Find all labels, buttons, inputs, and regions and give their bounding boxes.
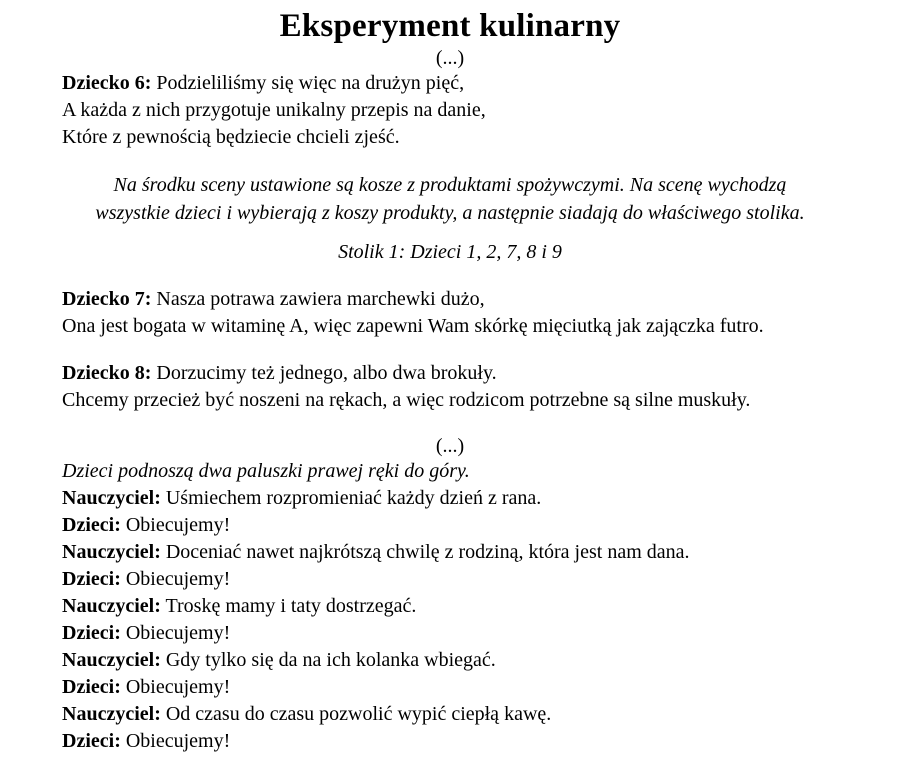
dialogue-line — [62, 70, 838, 97]
dialogue-line — [62, 566, 838, 593]
dialogue-line — [62, 539, 838, 566]
speech-text: Obiecujemy! — [120, 622, 231, 644]
speaker-label: Nauczyciel: — [62, 649, 161, 671]
child8-block — [62, 360, 838, 414]
dialogue-line — [62, 701, 838, 728]
speaker-label: Dziecko 7: — [62, 288, 152, 310]
speech-text: Obiecujemy! — [120, 568, 231, 590]
dialogue-line — [62, 124, 838, 151]
dialogue-line — [62, 512, 838, 539]
dialogue-line — [62, 485, 838, 512]
speaker-label: Nauczyciel: — [62, 541, 161, 563]
speaker-label: Dzieci: — [62, 730, 121, 752]
dialogue-line — [62, 97, 838, 124]
speaker-label: Dzieci: — [62, 676, 121, 698]
spacer — [62, 414, 838, 434]
speech-text: Które z pewnością będziecie chcieli zjeść. — [62, 126, 400, 148]
table-assignment-label: Stolik 1: Dzieci 1, 2, 7, 8 i 9 — [338, 241, 562, 263]
ellipsis-marker-top: (...) — [435, 47, 465, 69]
dialogue-line — [62, 674, 838, 701]
speech-text: Chcemy przecież być noszeni na rękach, a więc rodzicom potrzebne są silne muskuły. — [62, 389, 751, 411]
page-title: Eksperyment kulinarny — [279, 8, 621, 44]
speaker-label: Nauczyciel: — [62, 703, 161, 725]
speech-text: Uśmiechem rozpromieniać każdy dzień z rana. — [160, 487, 542, 509]
spacer — [62, 151, 838, 171]
spacer — [62, 340, 838, 360]
document-page — [0, 6, 900, 760]
dialogue-line — [62, 360, 838, 387]
speech-text: Nasza potrawa zawiera marchewki dużo, — [151, 288, 485, 310]
speech-text: Obiecujemy! — [120, 730, 231, 752]
speech-text: Obiecujemy! — [120, 514, 231, 536]
speech-text: A każda z nich przygotuje unikalny przepis na danie, — [62, 99, 486, 121]
stage-direction-fingers: Dzieci podnoszą dwa paluszki prawej ręki do góry. — [62, 460, 470, 482]
spacer — [62, 227, 838, 238]
speech-text: Doceniać nawet najkrótszą chwilę z rodziną, która jest nam dana. — [160, 541, 690, 563]
child7-block — [62, 286, 838, 340]
promise-dialogue-list — [62, 485, 838, 755]
spacer — [62, 266, 838, 286]
speaker-label: Dzieci: — [62, 568, 121, 590]
speech-text: Ona jest bogata w witaminę A, więc zapewni Wam skórkę mięciutką jak zajączka futro. — [62, 315, 764, 337]
speech-text: Dorzucimy też jednego, albo dwa brokuły. — [151, 362, 497, 384]
speaker-label: Dzieci: — [62, 622, 121, 644]
speaker-label: Nauczyciel: — [62, 487, 161, 509]
dialogue-line — [62, 647, 838, 674]
dialogue-line — [62, 620, 838, 647]
dialogue-line — [62, 728, 838, 755]
ellipsis-marker-mid: (...) — [435, 435, 465, 457]
speech-text: Od czasu do czasu pozwolić wypić ciepłą kawę. — [160, 703, 552, 725]
speech-text: Obiecujemy! — [120, 676, 231, 698]
dialogue-line — [62, 313, 838, 340]
speech-text: Troskę mamy i taty dostrzegać. — [160, 595, 417, 617]
speaker-label: Nauczyciel: — [62, 595, 161, 617]
dialogue-line — [62, 387, 838, 414]
scene-one-block — [62, 70, 838, 151]
dialogue-line — [62, 286, 838, 313]
speech-text: Podzieliliśmy się więc na drużyn pięć, — [151, 72, 465, 94]
speaker-label: Dzieci: — [62, 514, 121, 536]
speaker-label: Dziecko 6: — [62, 72, 152, 94]
dialogue-line — [62, 593, 838, 620]
speaker-label: Dziecko 8: — [62, 362, 152, 384]
stage-direction-baskets: Na środku sceny ustawione są kosze z produktami spożywczymi. Na scenę wychodzą wszystkie dzieci i wybierają z koszy produkty, a następnie siadają do właściwego stolika. — [95, 174, 805, 224]
speech-text: Gdy tylko się da na ich kolanka wbiegać. — [160, 649, 496, 671]
